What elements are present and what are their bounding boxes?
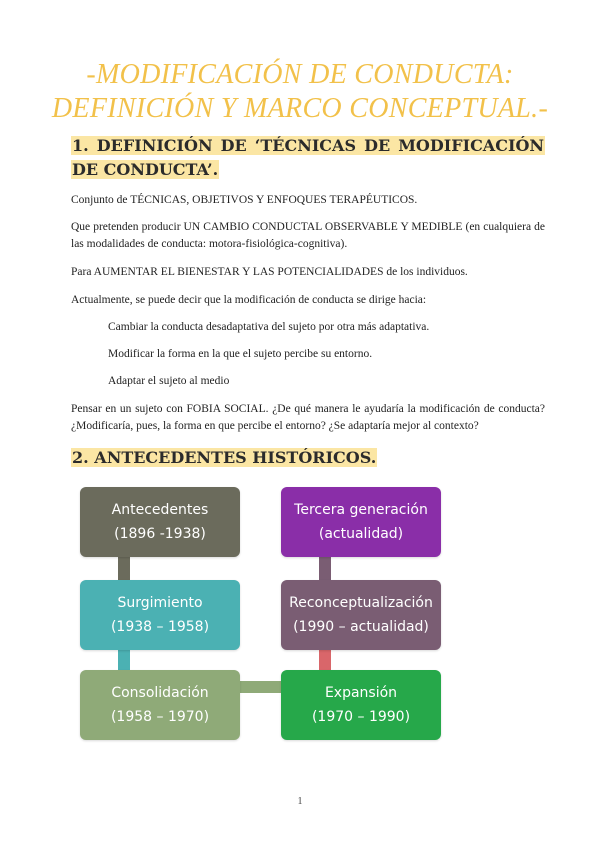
timeline-box-tercera-generacion	[281, 487, 441, 557]
paragraph-3: Para AUMENTAR EL BIENESTAR Y LAS POTENCIALIDADES de los individuos.	[71, 266, 468, 278]
section-1-heading	[71, 134, 545, 182]
timeline-box-surgimiento	[80, 580, 240, 650]
connector-consolidacion-expansion	[240, 681, 282, 693]
section-2-heading-text: 2. ANTECEDENTES HISTÓRICOS.	[72, 448, 377, 467]
paragraph-4: Actualmente, se puede decir que la modificación de conducta se dirige hacia:	[71, 294, 427, 306]
page-number: 1	[297, 796, 303, 807]
connector-surgimiento-consolidacion	[118, 649, 130, 671]
list-item-3: Adaptar el sujeto al medio	[108, 375, 230, 387]
connector-expansion-reconceptualizacion	[319, 649, 331, 671]
box-label: Reconceptualización	[289, 595, 433, 611]
box-period: (actualidad)	[318, 526, 404, 542]
box-label: Expansión	[324, 685, 398, 701]
section-1-heading-text: 1. DEFINICIÓN DE ‘TÉCNICAS DE MODIFICACIÓN DE CONDUCTA’.	[72, 136, 544, 179]
paragraph-5: Pensar en un sujeto con FOBIA SOCIAL. ¿De qué manera le ayudaría la modificación de conducta? ¿Modificaría, pues, la forma en que percibe el entorno? ¿Se adaptaría mejor al contexto?	[71, 403, 545, 432]
section-2-heading	[71, 446, 545, 470]
document-title	[40, 58, 560, 126]
paragraph-1: Conjunto de TÉCNICAS, OBJETIVOS Y ENFOQUES TERAPÉUTICOS.	[71, 194, 418, 206]
list-item-1: Cambiar la conducta desadaptativa del sujeto por otra más adaptativa.	[108, 321, 430, 333]
list-item-2: Modificar la forma en la que el sujeto percibe su entorno.	[108, 348, 373, 360]
title-line-2: DEFINICIÓN Y MARCO CONCEPTUAL.-	[51, 93, 549, 124]
box-label: Consolidación	[111, 685, 209, 701]
box-label: Tercera generación	[294, 502, 428, 518]
connector-reconceptualizacion-tercera	[319, 557, 331, 581]
paragraph-2: Que pretenden producir UN CAMBIO CONDUCTAL OBSERVABLE Y MEDIBLE (en cualquiera de las modalidades de conducta: motora-fisiológica-cognitiva).	[71, 221, 545, 250]
timeline-box-antecedentes	[80, 487, 240, 557]
box-period: (1990 – actualidad)	[293, 619, 429, 635]
box-period: (1958 – 1970)	[110, 709, 210, 725]
box-period: (1970 – 1990)	[311, 709, 411, 725]
box-label: Antecedentes	[111, 502, 209, 518]
title-line-1: -MODIFICACIÓN DE CONDUCTA:	[86, 59, 514, 90]
timeline-box-reconceptualizacion	[281, 580, 441, 650]
timeline-box-consolidacion	[80, 670, 240, 740]
box-period: (1896 -1938)	[114, 526, 206, 542]
timeline-box-expansion	[281, 670, 441, 740]
box-period: (1938 – 1958)	[110, 619, 210, 635]
connector-antecedentes-surgimiento	[118, 557, 130, 581]
box-label: Surgimiento	[117, 595, 203, 611]
